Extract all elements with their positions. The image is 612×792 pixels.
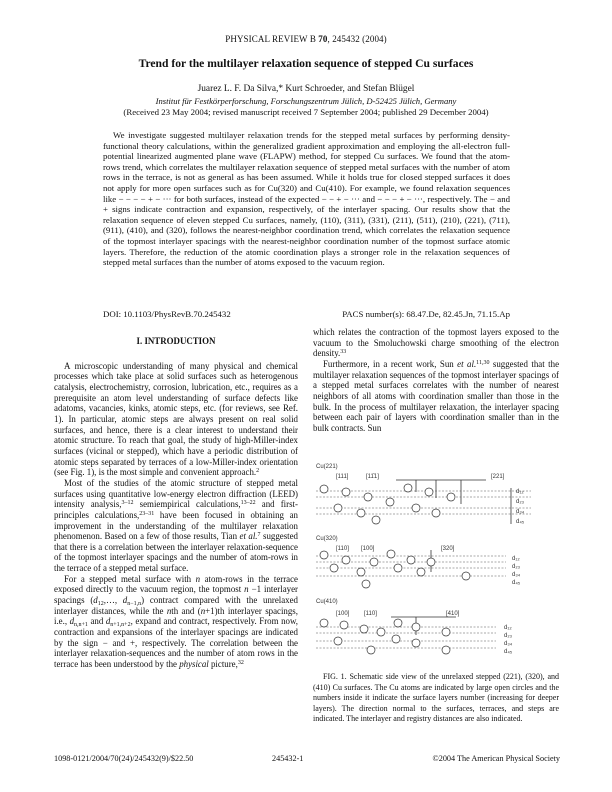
svg-text:d₂₃: d₂₃: [516, 499, 525, 505]
svg-text:[110]: [110]: [336, 546, 349, 552]
ref-link[interactable]: 2: [256, 468, 260, 475]
svg-text:d₄₅: d₄₅: [516, 519, 525, 525]
footer-issn: 1098-0121/2004/70(24)/245432(9)/$22.50: [54, 754, 194, 763]
svg-text:[110]: [110]: [364, 611, 377, 617]
ref-link[interactable]: 33: [340, 349, 347, 356]
ref-link[interactable]: 11,30: [476, 359, 490, 366]
panel-cu221: [316, 464, 531, 525]
ref-link[interactable]: 13–22: [240, 500, 256, 507]
svg-text:[111]: [111]: [336, 474, 349, 480]
paper-title: Trend for the multilayer relaxation sequence of stepped Cu surfaces: [138, 57, 474, 70]
page-number: 245432-1: [272, 754, 304, 763]
journal-header: PHYSICAL REVIEW B 70, 245432 (2004): [225, 34, 387, 44]
abstract: We investigate suggested multilayer relaxation trends for the stepped metal surfaces by performing density-functional theory calculations, within the generalized gradient approximation and employing the all-electron full-potential linearized augmented plane wave (FLAPW) method, for stepped Cu surfaces. We found that the atom-rows trend, which correlates the multilayer relaxation sequence of stepped metal surfaces with the number of atom rows in the terrace, is not as general as has been assumed. While it holds true for closed stepped surfaces it does not apply for more open surfaces such as for Cu(320) and Cu(410). For example, we found relaxation sequences like − − − − + − ··· for both surfaces, instead of the expected − − + − ··· and − − − + − ···, respectively. The − and + signs indicate contraction and expansion, respectively, of the interlayer spacing. Our results show that the relaxation sequence of eleven stepped Cu surfaces, namely, (110), (311), (331), (211), (511), (210), (221), (711), (911), (410), and (320), follows the nearest-neighbor coordination trend, which correlates the relaxation sequence of the topmost interlayer spacings with the nearest-neighbor coordination number of the topmost surface atomic layers. Therefore, the reduction of the atomic coordination plays a stronger role in the relaxation sequences of stepped metal surfaces than the number of atoms exposed to the vacuum region.: [103, 130, 510, 268]
svg-text:[410]: [410]: [446, 611, 460, 617]
copyright: ©2004 The American Physical Society: [432, 754, 560, 763]
left-column: [54, 336, 298, 670]
svg-text:d₂₃: d₂₃: [504, 633, 513, 639]
ref-link[interactable]: 23–31: [139, 510, 155, 517]
svg-text:[221]: [221]: [491, 474, 505, 480]
svg-text:d₁₂: d₁₂: [504, 625, 512, 631]
svg-text:[100]: [100]: [361, 546, 375, 552]
svg-text:[11̄1]: [11̄1]: [366, 474, 379, 480]
ref-link[interactable]: 7: [257, 532, 261, 539]
svg-text:d₄₅: d₄₅: [512, 580, 521, 586]
svg-text:Cu(221): Cu(221): [316, 464, 338, 470]
section-heading: I. INTRODUCTION: [136, 336, 216, 346]
intro-paragraph-1: A microscopic understanding of many physical and chemical processes which take place at solid surfaces such as heterogenous catalysis, electrochemistry, corrosion, lubrication, etc., requires as a prerequisite an atom level understanding of surface defects like adatoms, vacancies, kinks, atomic steps, etc. (for reviews, see Ref. 1). In particular, atomic steps are always present on real solid surfaces, and hence, there is a clear interest to understand their atomic structure. To reach that goal, the study of high-Miller-index surfaces (vicinal or stepped), which have a periodic distribution of atomic steps separated by terraces of a low-Miller-index orientation (see Fig. 1), is the most simple and convenient approach.$^2$: [54, 360, 298, 478]
author-list: Juarez L. F. Da Silva,* Kurt Schroeder, and Stefan Blügel: [197, 84, 415, 94]
panel-cu410: [316, 599, 513, 655]
svg-text:Cu(410): Cu(410): [316, 599, 338, 605]
figure-1: [316, 460, 556, 665]
svg-text:d₃₄: d₃₄: [504, 641, 513, 647]
figure-caption: FIG. 1. Schematic side view of the unrelaxed stepped (221), (320), and (410) Cu surfaces. The Cu atoms are indicated by large open circles and the numbers inside it indicate the surface layers number (increasing for deeper layers). The direction normal to the surfaces, terraces, and steps are indicated. The interlayer and registry distances are also indicated.: [313, 672, 559, 723]
ref-link[interactable]: 3–12: [121, 500, 134, 507]
panel-cu320: [316, 536, 521, 588]
svg-text:d₃₄: d₃₄: [516, 509, 525, 515]
intro-paragraph-3: For a stepped metal surface with n atom-rows in the terrace exposed directly to the vacuum region, the topmost n −1 interlayer spacings ($d_{12},\dots$, $d_{n-1,n}$) contract compared with the unrelaxed interlayer distances, while the nth and (n+1)th interlayer spacings, i.e., $d_{n,n+1}$ and $d_{n+1,n+2}$, expand and contract, respectively. From now, contraction and expansions of the interlayer spacings are indicated by the sign − and +, respectively. The correlation between the interlayer relaxation-sequences and the number of atom rows in the terrace has been understood by the physical picture,$^{32}$: [54, 573, 298, 670]
received-dates: (Received 23 May 2004; revised manuscript received 7 September 2004; published 29 December 2004): [123, 107, 489, 117]
svg-text:Cu(320): Cu(320): [316, 536, 338, 542]
stepped-surface-schematic: [316, 460, 556, 665]
intro-paragraph-2: Most of the studies of the atomic structure of stepped metal surfaces using quantitative low-energy electron diffraction (LEED) intensity analysis,$^{3-12}$ semiempirical calculations,$^{13-22}$ and first-principles calculations,$^{23-31}$ have been focused in obtaining an improvement in the understanding of the multilayer relaxation phenomenon. Based on a few of those results, Tian et al.$^7$ suggested that there is a correlation between the interlayer relaxation-sequence of the topmost interlayer spacings and the number of atom-rows in the terrace of a stepped metal surface.: [54, 477, 298, 574]
svg-text:[100]: [100]: [336, 611, 350, 617]
svg-text:d₂₃: d₂₃: [512, 564, 521, 570]
doi-link[interactable]: DOI: 10.1103/PhysRevB.70.245432: [103, 309, 231, 319]
svg-text:d₁₂: d₁₂: [516, 489, 524, 495]
svg-text:d₄₅: d₄₅: [504, 649, 513, 655]
right-paragraph-1: which relates the contraction of the topmost layers exposed to the vacuum to the Smoluchowski charge smoothing of the electron density.$^{33}$: [313, 327, 559, 359]
ref-link[interactable]: 32: [237, 660, 244, 667]
svg-text:[320]: [320]: [441, 546, 455, 552]
svg-text:d₃₄: d₃₄: [512, 572, 521, 578]
right-column: [313, 327, 559, 434]
pacs-numbers: PACS number(s): 68.47.De, 82.45.Jn, 71.15.Ap: [342, 309, 510, 319]
affiliation: Institut für Festkörperforschung, Forschungszentrum Jülich, D-52425 Jülich, Germany: [155, 96, 457, 106]
right-paragraph-2: Furthermore, in a recent work, Sun et al.$^{11,30}$ suggested that the multilayer relaxation sequences of the topmost interlayer spacings of a stepped metal surfaces correlates with the number of nearest neighbors of all atoms with coordination smaller than those in the bulk. In the process of multilayer relaxation, the interlayer spacing between each pair of layers with coordination smaller than in the bulk contracts. Sun: [313, 358, 560, 433]
svg-text:d₁₂: d₁₂: [512, 556, 520, 562]
